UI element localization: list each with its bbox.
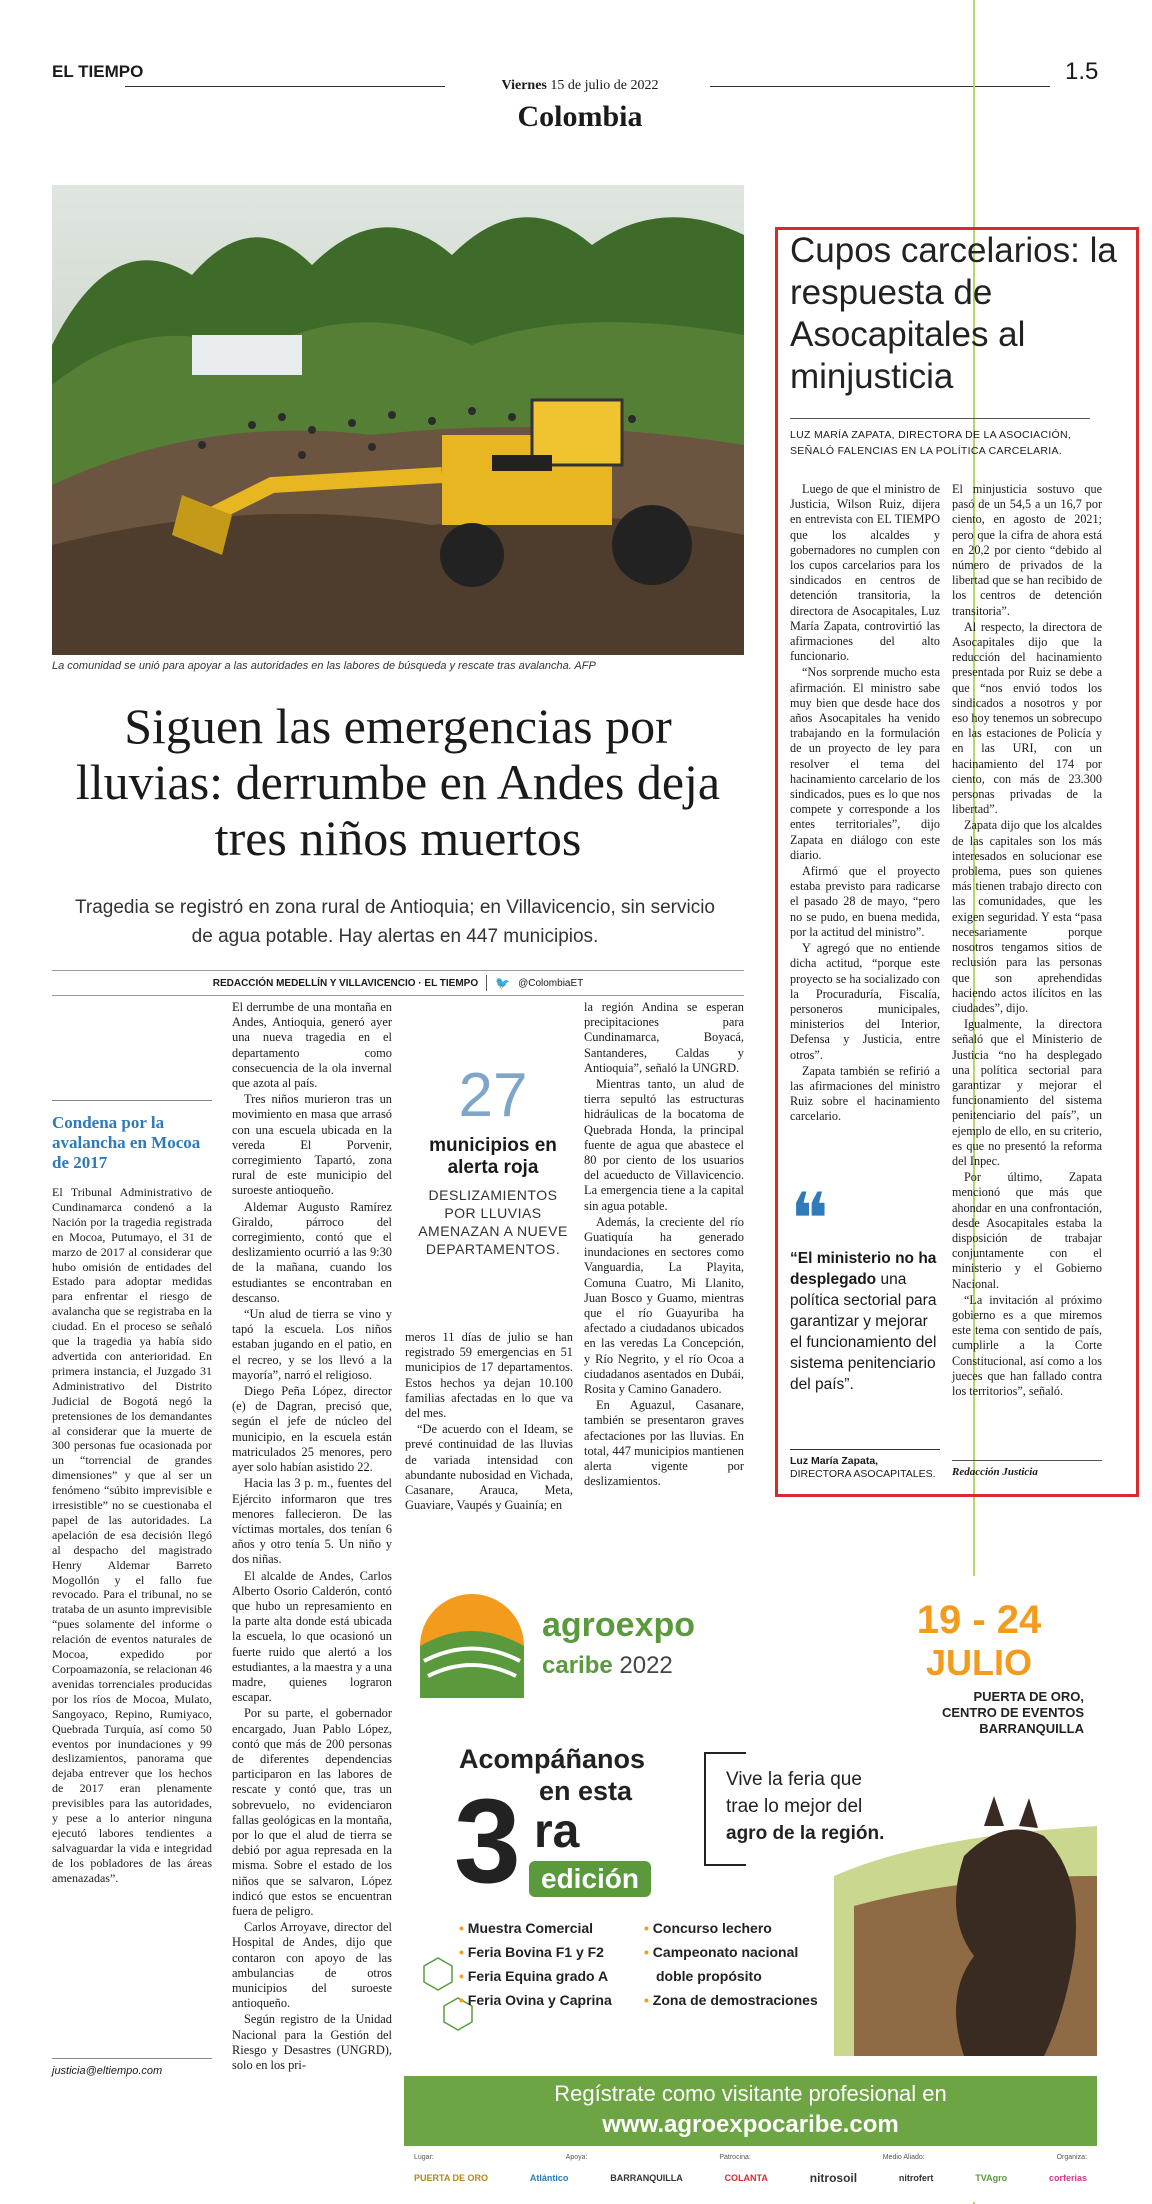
byline-bar xyxy=(52,970,744,996)
paragraph: Aldemar Augusto Ramírez Giraldo, párroco del corregimiento, contó que el deslizamiento ocurrió a las 9:30 de la mañana, cuando los estudiantes se encontraban en descanso. xyxy=(232,1199,392,1305)
contact-email[interactable]: justicia@eltiempo.com xyxy=(52,2065,163,2077)
article-column-1 xyxy=(232,1000,392,2074)
ad-year: 2022 xyxy=(619,1652,673,1679)
box-title-rule xyxy=(790,418,1090,419)
paragraph: la región Andina se esperan precipitaciones para Cundinamarca, Boyacá, Santanderes, Caldas y Antioquia”, señaló la UNGRD. xyxy=(584,1000,744,1075)
list-item: • Concurso lechero xyxy=(644,1920,772,1936)
list-item: • Feria Bovina F1 y F2 xyxy=(459,1944,604,1960)
stat-description: DESLIZAMIENTOS POR LLUVIAS AMENAZAN A NUEVE DEPARTAMENTOS. xyxy=(418,1187,568,1257)
paragraph: Zapata dijo que los alcaldes de las capitales son los más interesados en solucionar ese problema, pues son quienes más tienen trabajo directo con las comunidades, que les exigen seguridad. Y esta “pasa necesariamente porque nosotros tengamos sitios de reclusión para las personas que son aprehendidas haciendo actos ilícitos en las ciudades”, dijo. xyxy=(952,818,1102,1015)
ad-venue-1: PUERTA DE ORO, xyxy=(973,1689,1084,1704)
paragraph: Zapata también se refirió a las afirmaciones del ministro Ruiz sobre el hacinamiento carcelario. xyxy=(790,1063,940,1124)
ad-url[interactable]: www.agroexpocaribe.com xyxy=(602,2111,899,2138)
issue-date xyxy=(460,78,700,94)
ad-invite-2: en esta xyxy=(539,1776,633,1806)
sponsor-logo: nitrofert xyxy=(898,2173,934,2183)
paragraph: Por último, Zapata mencionó que más que ahondar en una confrontación, desde Asocapitales estaba la disposición de trabajar conjuntamente con el ministerio y el Gobierno Nacional. xyxy=(952,1170,1102,1291)
page-number: 1.5 xyxy=(1065,58,1099,85)
paragraph: El alcalde de Andes, Carlos Alberto Osorio Calderón, contó que hubo un represamiento en la parte alta donde está ubicada la escuela, lo que ocasionó un fuerte ruido que alertó a los estudiantes, a la maestra y a una madre, quienes lograron escapar. xyxy=(232,1568,392,1705)
ad-city: BARRANQUILLA xyxy=(979,1721,1084,1736)
landslide-photo-illustration xyxy=(52,185,744,655)
sponsor-logo: PUERTA DE ORO xyxy=(414,2173,489,2183)
list-item: • Campeonato nacional xyxy=(644,1944,799,1960)
ad-sponsor-logos xyxy=(414,2171,1087,2185)
paragraph: Y agregó que no entiende dicha actitud, “porque este proyecto se ha socializado con la Procuraduría, Fiscalía, personeros municipales, ministerios del Interior, Defensa y Justicia, entre otros”. xyxy=(790,941,940,1062)
article-column-3 xyxy=(584,1000,744,1491)
list-item: • Feria Equina grado A xyxy=(459,1968,609,1984)
ad-brand-2 xyxy=(542,1652,673,1680)
ad-tagline-1: Vive la feria que xyxy=(726,1769,862,1790)
paragraph: Diego Peña López, director (e) de Dagran, precisó que, según el jefe de núcleo del municipio, en la escuela están matriculados 25 menores, pero ayer solo habían asistido 22. xyxy=(232,1384,392,1475)
twitter-icon: 🐦 xyxy=(495,976,511,990)
paragraph: El derrumbe de una montaña en Andes, Antioquia, generó ayer una nueva tragedia en el departamento como consecuencia de la ola invernal que azota al país. xyxy=(232,1000,392,1091)
paragraph: Por su parte, el gobernador encargado, Juan Pablo López, contó que más de 200 personas de diferentes dependencias participaron en las labores de rescate y contó que, tras un sobrevuelo, no evidenciaron fallas geológicas en la montaña, por lo que el alud de tierra se debió por agua represada en la misma. Sobre el estado de los niños que se salvaron, López indicó que estos se encuentran fuera de peligro. xyxy=(232,1706,392,1918)
paragraph: “De acuerdo con el Ideam, se prevé continuidad de las lluvias de variada intensidad con abundante nubosidad en Vichada, Casanare, Arauca, Meta, Guaviare, Vaupés y Guainía; en xyxy=(405,1422,573,1513)
sponsor-logo: corferias xyxy=(1048,2173,1087,2183)
paragraph: “La invitación al próximo gobierno es a que miremos este tema con sentido de país, cumplirle a la Corte Constitucional, así como a los jueces que han fallado contra los territorios”, señaló. xyxy=(952,1292,1102,1398)
box-credit: Redacción Justicia xyxy=(952,1466,1038,1478)
paragraph: “Un alud de tierra se vino y tapó la escuela. Los niños estaban jugando en el patio, en el recreo, y se los llevó a la mayoría”, narró el religioso. xyxy=(232,1307,392,1382)
sponsor-logo: Atlántico xyxy=(529,2173,569,2183)
stat-label: municipios en alerta roja xyxy=(429,1135,557,1178)
paragraph: Igualmente, la directora señaló que el Ministerio de Justicia “no ha desplegado una política sectorial para garantizar y mejorar el funcionamiento del sistema penitenciario del país”, un ejemplo de ello, en su criterio, es que no presentó la reforma del Inpec. xyxy=(952,1017,1102,1168)
credit-rule xyxy=(952,1460,1102,1461)
sponsor-logo: COLANTA xyxy=(724,2173,768,2183)
byline: REDACCIÓN MEDELLÍN Y VILLAVICENCIO · EL TIEMPO xyxy=(212,977,479,989)
agroexpo-advertisement[interactable] xyxy=(404,1576,1097,2202)
date-rest: 15 de julio de 2022 xyxy=(550,78,659,93)
quote-attribution xyxy=(790,1449,940,1481)
section-title: Colombia xyxy=(517,100,643,133)
sponsor-logo: nitrosoil xyxy=(809,2171,858,2185)
ad-sponsor-labels xyxy=(414,2154,1087,2161)
ad-tagline-3: agro de la región. xyxy=(726,1823,885,1844)
paragraph: Tres niños murieron tras un movimiento en masa que arrasó con una escuela ubicada en la vereda El Porvenir, corregimiento Tapartó, zona rural de este municipio del suroeste antioqueño. xyxy=(232,1092,392,1198)
paragraph: Mientras tanto, un alud de tierra sepultó las estructuras hidráulicas de la bocatoma de Quebrada Honda, la principal fuente de agua que abastece el 80 por ciento de los usuarios del acueducto de Villavicencio. La emergencia tiene a la capital sin agua potable. xyxy=(584,1077,744,1213)
paragraph: Al respecto, la directora de Asocapitales dijo que la reducción del hacinamiento presentada por Ruiz se debe a que “nos envió todos los sindicados a nosotros y por eso hoy tenemos un sobrecupo en las estaciones de Policía y en las URI, con un hacinamiento del 174 por ciento, con más de 23.300 personas privadas de la libertad”. xyxy=(952,619,1102,817)
paragraph: meros 11 días de julio se han registrado 59 emergencias en 51 municipios de 17 departamentos. Estos hechos ya dejan 10.100 familias afectadas en lo que va del mes. xyxy=(405,1330,573,1421)
sidebar-rule xyxy=(52,1100,212,1101)
sidebar-paragraph: El Tribunal Administrativo de Cundinamarca condenó a la Nación por la tragedia registrada en Mocoa, Putumayo, el 31 de marzo de 2017 al considerar que hubo omisión de entidades del Estado para adoptar medidas para enfrentar el riesgo de avalancha que se registraba en la ciudad. En el proceso se señaló que la tragedia ya había sido advertida con anterioridad. En primera instancia, el Juzgado 31 Administrativo del Distrito Judicial de Bogotá negó la pretensiones de los demandantes al considerar que la muerte de 300 personas fue ocasionada por un “torrencial de grandes dimensiones” y que al ser un fenómeno “súbito imprevisible e irresistible” no se cuestionaba el papel de las autoridades. La apelación de esa decisión llegó al despacho del magistrado Henry Aldemar Barreto Mogollón y el fallo fue revocado. Para el tribunal, no se trataba de un asunto imprevisible “pues solamente del informe o relación de eventos naturales de Mocoa, expedido por Corpoamazonía, se relacionan 46 avenidas torrenciales producidas por los ríos de Mocoa, Mulato, Sangoyaco, Repino, Rumiyaco, Quebrada Turquía, así como 50 eventos por inundaciones y 99 deslizamientos, panorama que dejaba entrever que los hechos de 2017 eran plenamente previsibles para las autoridades, y pese a lo anterior ninguna ejecutó labores tendientes a salvaguardar la vida e integridad de los pobladores de las áreas amenazadas”. xyxy=(52,1185,212,1885)
paragraph: Hacia las 3 p. m., fuentes del Ejército informaron que tres menores fallecieron. De las víctimas mortales, dos tenían 6 años y otro tenía 5. Un niño y dos niñas. xyxy=(232,1476,392,1567)
paragraph: En Aguazul, Casanare, también se presentaron graves afectaciones por las lluvias. En total, 447 municipios mantienen alerta vigente por deslizamientos. xyxy=(584,1398,744,1489)
ad-register-text: Regístrate como visitante profesional en xyxy=(554,2081,947,2106)
newspaper-name: EL TIEMPO xyxy=(52,62,144,81)
ad-edition-word: edición xyxy=(529,1861,651,1897)
ad-edition-suffix: ra xyxy=(534,1805,580,1858)
paragraph: Afirmó que el proyecto estaba previsto para radicarse el pasado 28 de mayo, “pero no se pudo, en buena medida, por la actitud del ministro”. xyxy=(790,864,940,939)
header-rule-right xyxy=(710,86,1050,87)
quote-icon: ❝ xyxy=(790,1180,829,1260)
ad-dates: 19 - 24 xyxy=(916,1598,1042,1642)
paragraph: “Nos sorprende mucho esta afirmación. El ministro sabe muy bien que desde hace dos años Asocapitales ha venido trabajando en la formulación de un proyecto de ley para resolver el tema del hacinamiento carcelario de los sindicados, pues es lo que nos compete y corresponde a los entes territoriales”, dijo Zapata en diálogo con este diario. xyxy=(790,665,940,862)
ad-list-left xyxy=(459,1916,612,2012)
stat-number: 27 xyxy=(458,1061,528,1130)
paragraph: Según registro de la Unidad Nacional para la Gestión del Riesgo y Desastres (UNGRD), solo en los pri- xyxy=(232,2012,392,2073)
list-item: • Muestra Comercial xyxy=(459,1920,594,1936)
ad-brand-caribe: caribe xyxy=(542,1652,613,1679)
sponsor-label: Apoya: xyxy=(565,2154,588,2161)
ad-list-right xyxy=(644,1916,818,2012)
paragraph: El minjusticia sostuvo que pasó de un 54,5 a un 16,7 por ciento, en agosto de 2021; pero que la cifra de ahora está en 20,2 por ciento “debido al número de privados de la libertad que se han recibido de los centros de detención transitoria”. xyxy=(952,482,1102,618)
sponsor-label: Organiza: xyxy=(1056,2154,1087,2161)
pull-quote-rest: una política sectorial para garantizar y mejorar el funcionamiento del sistema penitenciario del país”. xyxy=(790,1271,937,1393)
sponsor-logo: BARRANQUILLA xyxy=(610,2173,683,2183)
sidebar-title: Condena por la avalancha en Mocoa de 2017 xyxy=(52,1113,201,1172)
pull-quote xyxy=(790,1248,940,1395)
sidebar-body xyxy=(52,1185,212,1887)
header-rule-left xyxy=(125,86,445,87)
sponsor-label: Lugar: xyxy=(414,2154,434,2161)
twitter-handle[interactable]: @ColombiaET xyxy=(518,977,584,989)
ad-tagline-2: trae lo mejor del xyxy=(726,1796,863,1817)
list-item: • Zona de demostraciones xyxy=(644,1992,818,2008)
quote-role: DIRECTORA ASOCAPITALES. xyxy=(790,1468,936,1480)
date-day: Viernes xyxy=(501,78,547,93)
ad-venue xyxy=(824,1689,1084,1737)
pull-quote-bold: “El ministerio no ha desplegado xyxy=(790,1250,937,1288)
paragraph: Luego de que el ministro de Justicia, Wilson Ruiz, dijera en entrevista con EL TIEMPO que los alcaldes y gobernadores no cumplen con los cupos carcelarios para los sindicados en centros de detención transitoria, la directora de Asocapitales, Luz María Zapata, controvirtió las afirmaciones del alto funcionario. xyxy=(790,482,940,664)
article-column-2 xyxy=(405,1330,573,1514)
ad-invite-1: Acompáñanos xyxy=(459,1744,646,1774)
paragraph: Además, la creciente del río Guatiquía ha generado inundaciones en sectores como Vanguardia, La Playita, Comuna Cuatro, Mi Llanito, Juan Bosco y Guamo, mientras que el río Guayuriba ha afectado a ciudadanos ubicados en las veredas La Concepción, y Río Negrito, y el río Ocoa a ciudadanos asentados en Dubái, Rosita y Camino Ganadero. xyxy=(584,1214,744,1397)
sidebar-bottom-rule xyxy=(52,2058,212,2059)
news-photo xyxy=(52,185,744,655)
ad-tagline xyxy=(726,1766,884,1847)
list-item: doble propósito xyxy=(656,1968,762,1984)
byline-separator xyxy=(486,975,487,991)
list-item: • Feria Ovina y Caprina xyxy=(459,1992,612,2008)
ad-edition-number: 3 xyxy=(454,1774,521,1908)
quote-author: Luz María Zapata, xyxy=(790,1455,879,1467)
ad-venue-2: CENTRO DE EVENTOS xyxy=(941,1705,1084,1720)
paragraph: Carlos Arroyave, director del Hospital de Andes, dijo que contaron con apoyo de las ambulancias de otros municipios del suroeste antioqueño. xyxy=(232,1920,392,2011)
agroexpo-logo-icon xyxy=(420,1594,524,1698)
box-dek: LUZ MARÍA ZAPATA, DIRECTORA DE LA ASOCIACIÓN, SEÑALÓ FALENCIAS EN LA POLÍTICA CARCELARIA. xyxy=(790,429,1072,457)
sponsor-label: Patrocina: xyxy=(719,2154,751,2161)
main-dek: Tragedia se registró en zona rural de Antioquia; en Villavicencio, sin servicio de agua potable. Hay alertas en 447 municipios. xyxy=(74,897,716,947)
main-headline: Siguen las emergencias por lluvias: derrumbe en Andes deja tres niños muertos xyxy=(75,698,721,866)
box-column-2 xyxy=(952,482,1102,1400)
sponsor-label: Medio Aliado: xyxy=(882,2154,925,2161)
ad-brand: agroexpo xyxy=(542,1606,696,1644)
box-headline: Cupos carcelarios: la respuesta de Asocapitales al minjusticia xyxy=(790,231,1117,396)
ad-month: JULIO xyxy=(925,1642,1032,1683)
sponsor-logo: TVAgro xyxy=(975,2173,1008,2183)
photo-caption: La comunidad se unió para apoyar a las autoridades en las labores de búsqueda y rescate tras avalancha. AFP xyxy=(52,660,596,672)
box-column-1 xyxy=(790,482,940,1126)
